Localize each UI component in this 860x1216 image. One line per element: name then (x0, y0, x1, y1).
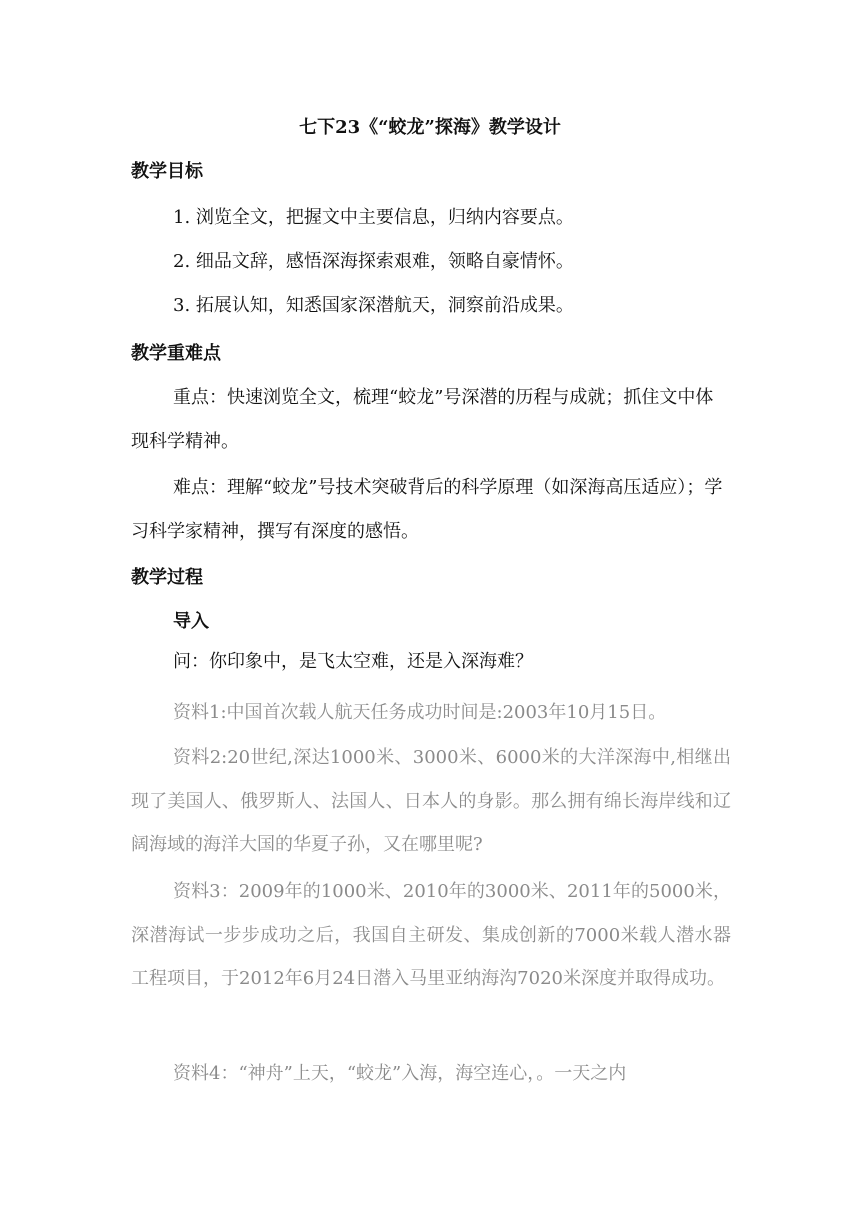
objective-item-1: 1. 浏览全文，把握文中主要信息，归纳内容要点。 (173, 207, 574, 228)
document-title: 七下23《“蛟龙”探海》教学设计 (299, 117, 561, 138)
objective-item-3: 3. 拓展认知，知悉国家深潜航天，洞察前沿成果。 (173, 295, 574, 316)
material-4: 资料4：“神舟”上天，“蛟龙”入海，海空连心，。一天之内 (173, 1063, 627, 1084)
difficult-point-paragraph: 难点：理解“蛟龙”号技术突破背后的科学原理（如深海高压适应）；学习科学家精神，撰写有深度的感悟。 (131, 477, 723, 542)
material-2: 资料2:20世纪,深达1000米、3000米、6000米的大洋深海中,相继出现了美国人、俄罗斯人、法国人、日本人的身影。那么拥有绵长海岸线和辽阔海域的海洋大国的华夏子孙，又在哪里呢? (131, 747, 731, 855)
key-point-paragraph: 重点：快速浏览全文，梳理“蛟龙”号深潜的历程与成就；抓住文中体现科学精神。 (131, 387, 714, 452)
heading-key-points: 教学重难点 (131, 343, 221, 364)
intro-heading: 导入 (173, 611, 209, 632)
objective-item-2: 2. 细品文辞，感悟深海探索艰难，领略自豪情怀。 (173, 251, 574, 272)
intro-question: 问：你印象中，是飞太空难，还是入深海难？ (173, 651, 533, 672)
material-3: 资料3：2009年的1000米、2010年的3000米、2011年的5000米，深潜海试一步步成功之后，我国自主研发、集成创新的7000米载人潜水器工程项目，于2012年6月24日潜入马里亚纳海沟7020米深度并取得成功。 (131, 881, 731, 989)
heading-objectives: 教学目标 (131, 161, 203, 182)
material-1: 资料1:中国首次载人航天任务成功时间是:2003年10月15日。 (173, 702, 667, 723)
heading-process: 教学过程 (131, 567, 203, 588)
